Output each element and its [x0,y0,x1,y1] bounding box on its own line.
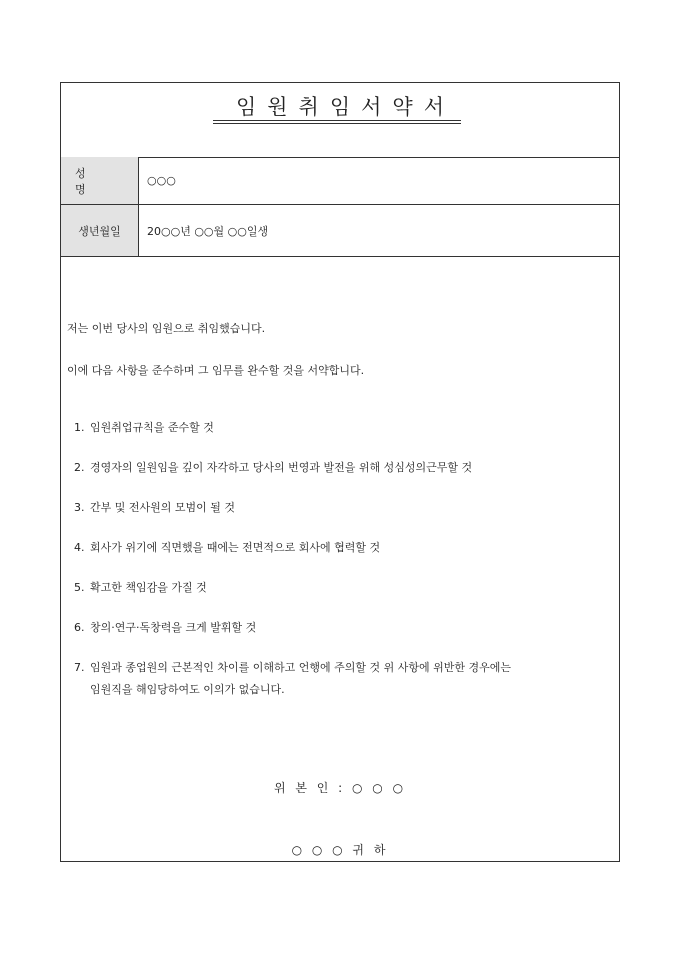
item-number: 5. [74,581,85,594]
item-number: 7. [74,661,85,674]
list-item [74,657,618,701]
item-text: 임원취업규칙을 준수할 것 [90,421,214,434]
item-text: 회사가 위기에 직면했을 때에는 전면적으로 회사에 협력할 것 [90,541,381,554]
item-text: 경영자의 일원임을 깊이 자각하고 당사의 번영과 발전을 위해 성심성의근무할 것 [90,461,473,474]
item-text-continued: 임원직을 해임당하여도 이의가 없습니다. [90,683,285,696]
title-row [61,83,619,158]
list-item [74,577,618,599]
recipient-line: ○ ○ ○ 귀 하 [291,843,389,857]
item-number: 1. [74,421,85,434]
list-item [74,497,618,519]
item-number: 2. [74,461,85,474]
birthdate-label: 생년월일 [61,205,139,256]
item-number: 3. [74,501,85,514]
pledge-document [60,82,620,862]
list-item [74,417,618,439]
title-underline [213,123,461,124]
item-text: 간부 및 전사원의 모범이 될 것 [90,501,235,514]
birthdate-row [61,205,619,257]
item-number: 6. [74,621,85,634]
list-item [74,457,618,479]
list-item [74,617,618,639]
document-title: 임원취임서약서 [235,95,455,119]
item-number: 4. [74,541,85,554]
item-text: 창의·연구·독창력을 크게 발휘할 것 [90,621,257,634]
name-value: ○○○ [147,174,176,187]
birthdate-value: 20○○년 ○○월 ○○일생 [147,224,269,238]
item-text: 확고한 책임감을 가질 것 [90,581,207,594]
intro-line: 이에 다음 사항을 준수하며 그 임무를 완수할 것을 서약합니다. [67,364,365,377]
item-text: 임원과 종업원의 근본적인 차이를 이해하고 언행에 주의할 것 위 사항에 위반한 경우에는 [90,661,511,674]
intro-line: 저는 이번 당사의 임원으로 취임했습니다. [67,322,266,335]
name-label: 성 명 [61,157,139,204]
list-item [74,537,618,559]
name-row [61,157,619,205]
signer-line: 위 본 인 : ○ ○ ○ [273,781,407,795]
title-underline [213,120,461,121]
